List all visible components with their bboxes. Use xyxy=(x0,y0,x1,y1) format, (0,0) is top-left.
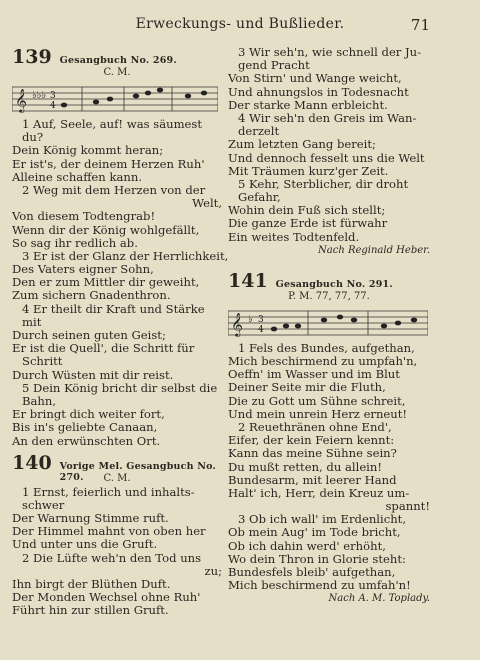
verse-line: 1 Auf, Seele, auf! was säumest xyxy=(22,117,203,131)
left-column xyxy=(12,46,229,618)
verse-line: Bundesarm, mit leerer Hand xyxy=(228,472,397,487)
svg-text:𝄞: 𝄞 xyxy=(15,88,27,112)
verse-line: derzelt xyxy=(238,124,280,139)
verse-line: 2 Reuethränen ohne End', xyxy=(238,419,392,434)
verse-line: Ob ich dahin werd' erhöht, xyxy=(228,538,386,553)
verse-line: Halt' ich, Herr, dein Kreuz um- xyxy=(228,485,410,500)
verse-line: Die zu Gott um Sühne schreit, xyxy=(228,393,406,408)
verse-line: 5 Dein König bricht dir selbst die xyxy=(22,380,218,395)
verse-line: Der Monden Wechsel ohne Ruh' xyxy=(12,590,201,605)
verse-line: Der starke Mann erbleicht. xyxy=(228,97,388,112)
verse-line: Mich beschirmend zu umfah'n! xyxy=(228,578,411,593)
verse-line: 3 Ob ich wall' im Erdenlicht, xyxy=(238,512,407,527)
verse-line: Er ist die Quell', die Schritt für xyxy=(12,341,195,356)
verse-line: Ob mein Aug' im Tode bricht, xyxy=(228,525,401,540)
hymn-139 xyxy=(12,46,229,448)
verse-line: Bahn, xyxy=(22,393,57,408)
verse-line: Die ganze Erde ist fürwahr xyxy=(228,216,388,231)
hymn-140 xyxy=(12,452,222,618)
verse-line: 4 Wir seh'n den Greis im Wan- xyxy=(238,110,417,125)
hymn-heading xyxy=(12,46,222,66)
verse-line: mit xyxy=(22,314,42,329)
hymn-141 xyxy=(228,270,430,607)
hymn-140-continued xyxy=(228,46,430,258)
verse-line: Bundesfels bleib' aufgethan, xyxy=(228,565,396,579)
verse-line: Schritt xyxy=(22,354,63,369)
verse-line: Wenn dir der König wohlgefällt, xyxy=(12,222,200,237)
music-staff xyxy=(12,82,218,116)
svg-text:♭: ♭ xyxy=(248,313,253,325)
verse-line: 1 Ernst, feierlich und inhalts- xyxy=(22,484,195,499)
running-title: Erweckungs- und Bußlieder. xyxy=(135,16,345,32)
hymn-meter: C. M. xyxy=(103,472,131,484)
verse-line: Eifer, der kein Feiern kennt: xyxy=(228,433,395,448)
verse-line: Mich beschirmend zu umpfah'n, xyxy=(228,354,418,368)
verse-line: 1 Fels des Bundes, aufgethan, xyxy=(238,340,415,355)
verse-line: Zum sichern Gnadenthron. xyxy=(12,288,171,303)
svg-text:3: 3 xyxy=(50,91,56,101)
verse-line: Oeffn' im Wasser und im Blut xyxy=(228,367,400,382)
verse-line: 2 Die Lüfte weh'n den Tod uns xyxy=(22,550,202,565)
hymn-number: 139 xyxy=(12,46,52,68)
verse-line: Welt, xyxy=(192,196,222,211)
verse-line: Wohin dein Fuß sich stellt; xyxy=(228,203,386,218)
verse-line: zu; xyxy=(204,563,222,578)
verse-line: Den er zum Mittler dir geweiht, xyxy=(12,275,200,290)
verse-line: 2 Weg mit dem Herzen von der xyxy=(22,182,206,197)
hymn-source: Vorige Mel. Gesangbuch No. 270. xyxy=(59,460,217,483)
hymn-heading xyxy=(228,270,430,290)
verse-line: Von diesem Todtengrab! xyxy=(12,209,156,224)
hymn-meter: P. M. 77, 77, 77. xyxy=(288,290,370,302)
verse-line: Ein weites Todtenfeld. xyxy=(228,229,360,244)
hymn-verses xyxy=(228,342,430,593)
verse-line: du? xyxy=(22,130,44,145)
verse-line: Er ist's, der deinem Herzen Ruh' xyxy=(12,156,205,171)
verse-line: Des Vaters eigner Sohn, xyxy=(12,262,154,277)
verse-line: Deiner Seite mir die Fluth, xyxy=(228,380,386,395)
verse-line: Gefahr, xyxy=(238,190,281,205)
verse-line: Ihn birgt der Blüthen Duft. xyxy=(12,577,171,591)
page-header xyxy=(0,16,480,40)
verse-line: Bis in's geliebte Canaan, xyxy=(12,420,158,435)
verse-line: 3 Er ist der Glanz der Herrlichkeit, xyxy=(22,248,229,263)
verse-line: spannt! xyxy=(385,499,430,514)
verse-line: Dein König kommt heran; xyxy=(12,143,164,158)
svg-text:3: 3 xyxy=(258,314,264,325)
verse-line: Und mein unrein Herz erneut! xyxy=(228,406,408,421)
hymn-source: Gesangbuch No. 269. xyxy=(59,55,177,66)
hymn-attribution: Nach A. M. Toplady. xyxy=(328,593,430,605)
verse-line: Führt hin zur stillen Gruft. xyxy=(12,603,169,618)
verse-line: Er bringt dich weiter fort, xyxy=(12,407,165,422)
verse-line: Durch seinen guten Geist; xyxy=(12,328,166,342)
hymn-number: 140 xyxy=(12,451,52,474)
verse-line: 5 Kehr, Sterblicher, dir droht xyxy=(238,176,409,191)
verse-line: Kann das meine Sühne sein? xyxy=(228,446,397,461)
verse-line: Alleine schaffen kann. xyxy=(12,169,142,184)
verse-line: So sag ihr redlich ab. xyxy=(12,235,138,250)
hymn-source: Gesangbuch No. 291. xyxy=(275,278,393,290)
verse-line: 3 Wir seh'n, wie schnell der Ju- xyxy=(238,45,422,59)
verse-line: schwer xyxy=(22,497,65,512)
verse-line: Und unter uns die Gruft. xyxy=(12,537,158,552)
hymn-verses xyxy=(12,486,222,618)
verse-line: An den erwünschten Ort. xyxy=(12,433,161,448)
svg-text:𝄞: 𝄞 xyxy=(231,311,243,336)
hymn-attribution: Nach Reginald Heber. xyxy=(318,244,430,256)
verse-line: Mit Träumen kurz'ger Zeit. xyxy=(228,163,389,178)
verse-line: Du mußt retten, du allein! xyxy=(228,459,383,474)
verse-line: Von Stirn' und Wange weicht, xyxy=(228,71,402,86)
svg-text:4: 4 xyxy=(258,324,264,335)
svg-text:♭♭♭: ♭♭♭ xyxy=(32,90,47,101)
hymn-verses xyxy=(12,117,229,448)
verse-line: gend Pracht xyxy=(238,58,310,73)
verse-line: Und ahnungslos in Todesnacht xyxy=(228,84,409,99)
verse-line: 4 Er theilt dir Kraft und Stärke xyxy=(22,301,205,316)
right-column xyxy=(228,46,430,606)
hymn-verses xyxy=(228,46,430,244)
svg-text:4: 4 xyxy=(50,101,56,111)
verse-line: Der Warnung Stimme ruft. xyxy=(12,511,169,526)
music-staff xyxy=(228,306,428,340)
hymn-meter: C. M. xyxy=(103,67,131,78)
verse-line: Der Himmel mahnt von oben her xyxy=(12,524,206,539)
verse-line: Durch Wüsten mit dir reist. xyxy=(12,367,174,382)
verse-line: Wo dein Thron in Glorie steht: xyxy=(228,551,406,566)
verse-line: Zum letzten Gang bereit; xyxy=(228,137,376,152)
verse-line: Und dennoch fesselt uns die Welt xyxy=(228,150,425,165)
page-number: 71 xyxy=(410,16,430,34)
hymn-number: 141 xyxy=(228,269,268,292)
